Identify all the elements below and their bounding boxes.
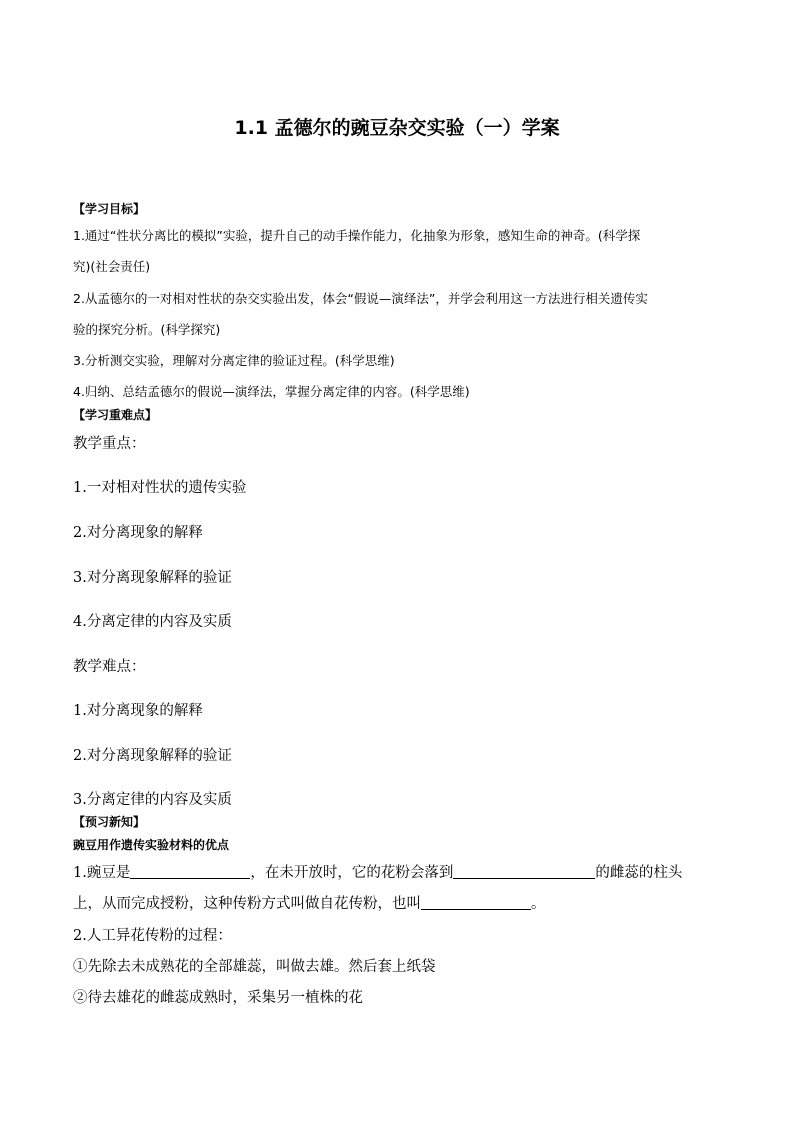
question-text: 。 — [531, 896, 546, 912]
fill-blank[interactable] — [421, 895, 531, 910]
process-step: ①先除去未成熟花的全部雄蕊，叫做去雄。然后套上纸袋 — [73, 959, 436, 975]
question-text: 的雌蕊的柱头 — [595, 865, 683, 881]
question-text: ，在未开放时，它的花粉会落到 — [250, 865, 454, 881]
objectives-heading: 【学习目标】 — [73, 202, 146, 216]
process-step: ②待去雄花的雌蕊成熟时，采集另一植株的花 — [73, 990, 363, 1006]
preview-subheading: 豌豆用作遗传实验材料的优点 — [73, 838, 230, 852]
fill-blank[interactable] — [453, 864, 595, 879]
difficulty-item: 2.对分离现象解释的验证 — [73, 748, 232, 764]
question-2: 2.人工异花传粉的过程： — [73, 928, 232, 944]
question-1-line-2 — [73, 892, 546, 913]
preview-heading: 【预习新知】 — [73, 815, 146, 829]
key-points-heading: 【学习重难点】 — [73, 408, 158, 422]
question-text: 上，从而完成授粉，这种传粉方式叫做自花传粉，也叫 — [73, 896, 421, 912]
question-text: 1.豌豆是 — [73, 865, 131, 881]
focus-item: 3.对分离现象解释的验证 — [73, 570, 232, 586]
objective-line: 验的探究分析。(科学探究) — [73, 322, 221, 337]
difficulty-item: 3.分离定律的内容及实质 — [73, 792, 232, 808]
difficulty-item: 1.对分离现象的解释 — [73, 703, 203, 719]
fill-blank[interactable] — [130, 864, 250, 879]
objective-line: 究)(社会责任) — [73, 259, 151, 274]
objective-line: 1.通过“性状分离比的模拟”实验，提升自己的动手操作能力，化抽象为形象，感知生命的神奇。(科学探 — [73, 228, 641, 243]
page-title: 1.1 孟德尔的豌豆杂交实验（一）学案 — [234, 117, 560, 139]
objective-line: 2.从孟德尔的一对相对性状的杂交实验出发，体会“假说—演绎法”，并学会利用这一方法进行相关遗传实 — [73, 291, 648, 306]
focus-item: 4.分离定律的内容及实质 — [73, 614, 232, 630]
focus-item: 1.一对相对性状的遗传实验 — [73, 480, 247, 496]
focus-item: 2.对分离现象的解释 — [73, 525, 203, 541]
difficulty-label: 教学难点： — [73, 659, 146, 675]
focus-label: 教学重点： — [73, 436, 146, 452]
objective-line: 3.分析测交实验，理解对分离定律的验证过程。(科学思维) — [73, 353, 395, 368]
question-1-line-1 — [73, 861, 682, 882]
objective-line: 4.归纳、总结孟德尔的假说—演绎法，掌握分离定律的内容。(科学思维) — [73, 384, 470, 399]
